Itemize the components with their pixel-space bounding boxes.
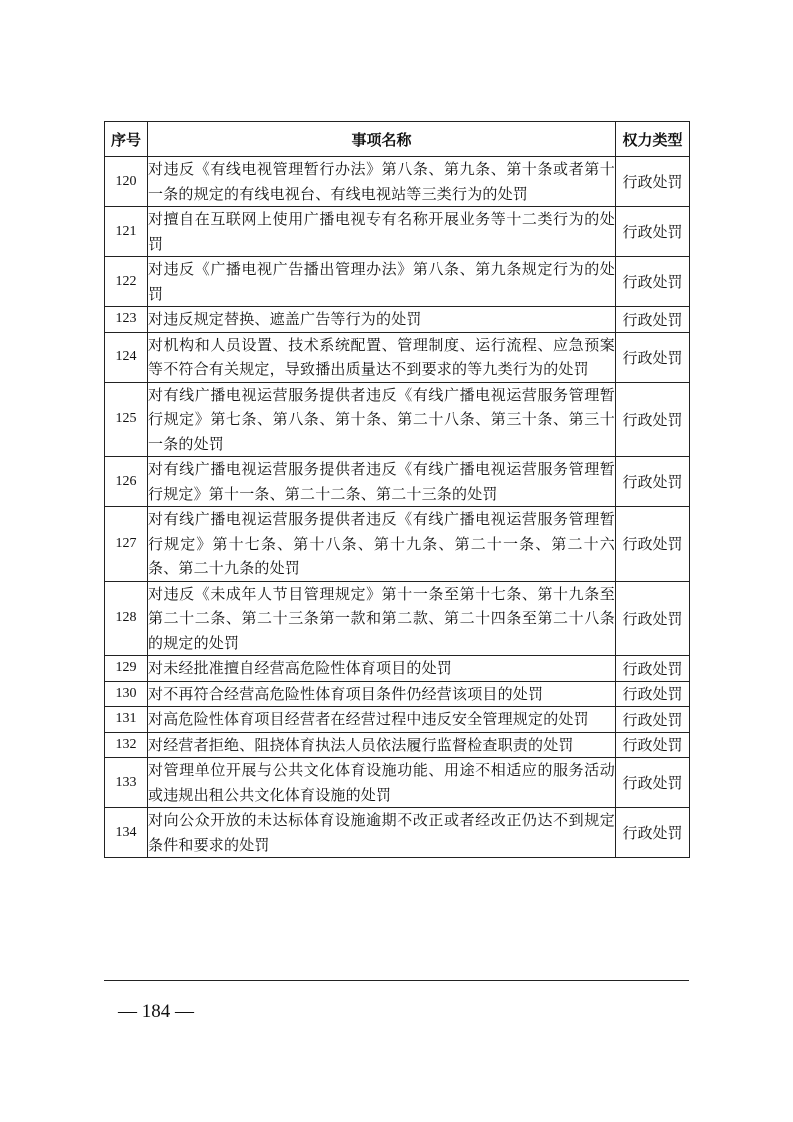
table-row (105, 681, 690, 707)
item-name: 对有线广播电视运营服务提供者违反《有线广播电视运营服务管理暂行规定》第十一条、第二十二条、第二十三条的处罚 (148, 457, 616, 507)
table-row (105, 507, 690, 582)
table-row (105, 157, 690, 207)
row-number: 124 (105, 332, 148, 382)
row-number: 128 (105, 581, 148, 656)
table-header-row (105, 122, 690, 157)
table-row (105, 457, 690, 507)
table-row (105, 307, 690, 333)
item-name: 对有线广播电视运营服务提供者违反《有线广播电视运营服务管理暂行规定》第十七条、第十八条、第十九条、第二十一条、第二十六条、第二十九条的处罚 (148, 507, 616, 582)
row-number: 134 (105, 808, 148, 858)
power-type: 行政处罚 (616, 732, 690, 758)
row-number: 123 (105, 307, 148, 333)
row-number: 129 (105, 656, 148, 682)
table-row (105, 332, 690, 382)
row-number: 122 (105, 257, 148, 307)
row-number: 133 (105, 758, 148, 808)
power-type: 行政处罚 (616, 507, 690, 582)
power-type: 行政处罚 (616, 681, 690, 707)
item-name: 对有线广播电视运营服务提供者违反《有线广播电视运营服务管理暂行规定》第七条、第八条、第十条、第二十八条、第三十条、第三十一条的处罚 (148, 382, 616, 457)
power-type: 行政处罚 (616, 257, 690, 307)
item-name: 对不再符合经营高危险性体育项目条件仍经营该项目的处罚 (148, 681, 616, 707)
row-number: 131 (105, 707, 148, 733)
row-number: 125 (105, 382, 148, 457)
table-row (105, 382, 690, 457)
item-name: 对向公众开放的未达标体育设施逾期不改正或者经改正仍达不到规定条件和要求的处罚 (148, 808, 616, 858)
item-name: 对违反《广播电视广告播出管理办法》第八条、第九条规定行为的处罚 (148, 257, 616, 307)
table-row (105, 808, 690, 858)
item-name: 对经营者拒绝、阻挠体育执法人员依法履行监督检查职责的处罚 (148, 732, 616, 758)
power-type: 行政处罚 (616, 808, 690, 858)
power-type: 行政处罚 (616, 207, 690, 257)
row-number: 120 (105, 157, 148, 207)
power-type: 行政处罚 (616, 656, 690, 682)
item-name: 对未经批准擅自经营高危险性体育项目的处罚 (148, 656, 616, 682)
power-type: 行政处罚 (616, 707, 690, 733)
item-name: 对高危险性体育项目经营者在经营过程中违反安全管理规定的处罚 (148, 707, 616, 733)
power-items-table (104, 121, 690, 858)
header-type: 权力类型 (616, 122, 690, 157)
row-number: 127 (105, 507, 148, 582)
table-row (105, 581, 690, 656)
item-name: 对管理单位开展与公共文化体育设施功能、用途不相适应的服务活动或违规出租公共文化体育设施的处罚 (148, 758, 616, 808)
item-name: 对违反《有线电视管理暂行办法》第八条、第九条、第十条或者第十一条的规定的有线电视台、有线电视站等三类行为的处罚 (148, 157, 616, 207)
footer-divider (104, 980, 689, 981)
row-number: 132 (105, 732, 148, 758)
item-name: 对擅自在互联网上使用广播电视专有名称开展业务等十二类行为的处罚 (148, 207, 616, 257)
row-number: 126 (105, 457, 148, 507)
table-body (105, 157, 690, 858)
power-type: 行政处罚 (616, 581, 690, 656)
table-row (105, 207, 690, 257)
table-row (105, 656, 690, 682)
row-number: 121 (105, 207, 148, 257)
page-number: — 184 — (118, 1001, 194, 1022)
power-type: 行政处罚 (616, 157, 690, 207)
power-type: 行政处罚 (616, 758, 690, 808)
table-row (105, 758, 690, 808)
table-row (105, 257, 690, 307)
row-number: 130 (105, 681, 148, 707)
power-type: 行政处罚 (616, 457, 690, 507)
power-type: 行政处罚 (616, 332, 690, 382)
item-name: 对机构和人员设置、技术系统配置、管理制度、运行流程、应急预案等不符合有关规定，导致播出质量达不到要求的等九类行为的处罚 (148, 332, 616, 382)
item-name: 对违反规定替换、遮盖广告等行为的处罚 (148, 307, 616, 333)
table-row (105, 707, 690, 733)
power-type: 行政处罚 (616, 307, 690, 333)
header-num: 序号 (105, 122, 148, 157)
item-name: 对违反《未成年人节目管理规定》第十一条至第十七条、第十九条至第二十二条、第二十三条第一款和第二款、第二十四条至第二十八条的规定的处罚 (148, 581, 616, 656)
power-type: 行政处罚 (616, 382, 690, 457)
header-name: 事项名称 (148, 122, 616, 157)
table-row (105, 732, 690, 758)
